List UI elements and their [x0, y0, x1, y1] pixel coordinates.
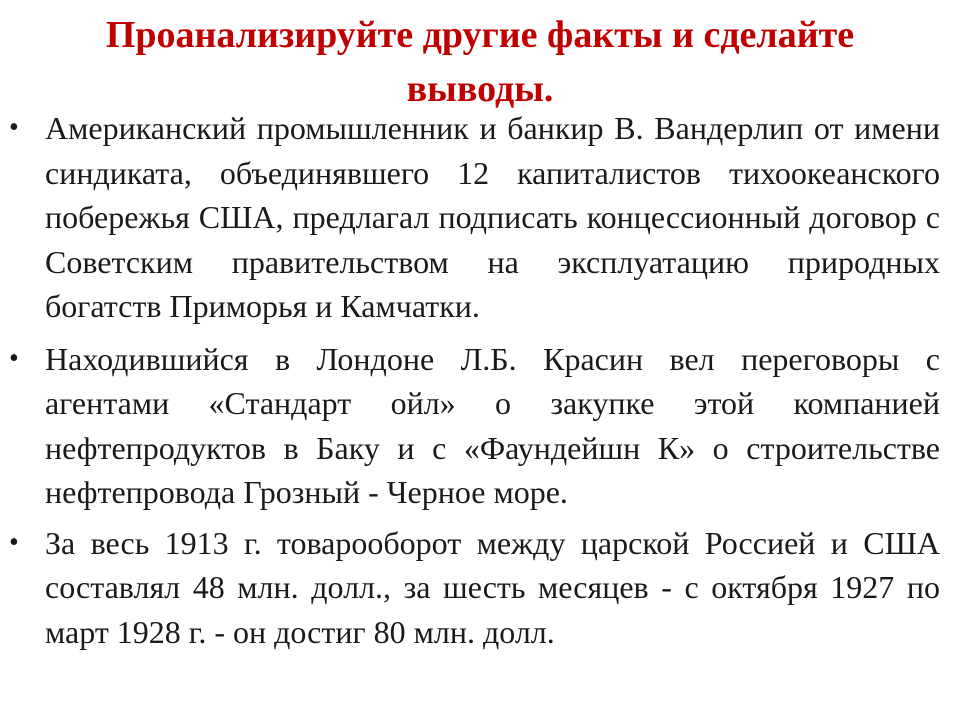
bullet-text: За весь 1913 г. товарооборот между царской Россией и США составлял 48 млн. долл., за шесть месяцев - с октября 1927 по март 1928 г. - он достиг 80 млн. долл. [45, 524, 940, 650]
bullet-dot-icon: • [9, 342, 19, 374]
bullet-item [0, 337, 960, 515]
bullet-list [0, 106, 960, 654]
bullet-text: Находившийся в Лондоне Л.Б. Красин вел переговоры с агентами «Стандарт ойл» о закупке этой компанией нефтепродуктов в Баку и с «Фаундейшн К» о строительстве нефтепровода Грозный - Черное море. [45, 340, 940, 510]
slide-title: Проанализируйте другие факты и сделайте выводы. [105, 14, 855, 110]
bullet-item [0, 106, 960, 329]
bullet-text: Американский промышленник и банкир В. Вандерлип от имени синдиката, объединявшего 12 капиталистов тихоокеанского побережья США, предлагал подписать концессионный договор с Советским правительством на эксплуатацию природных богатств Приморья и Камчатки. [45, 110, 940, 324]
bullet-dot-icon: • [9, 526, 19, 558]
bullet-dot-icon: • [9, 112, 19, 143]
bullet-item [0, 521, 960, 655]
